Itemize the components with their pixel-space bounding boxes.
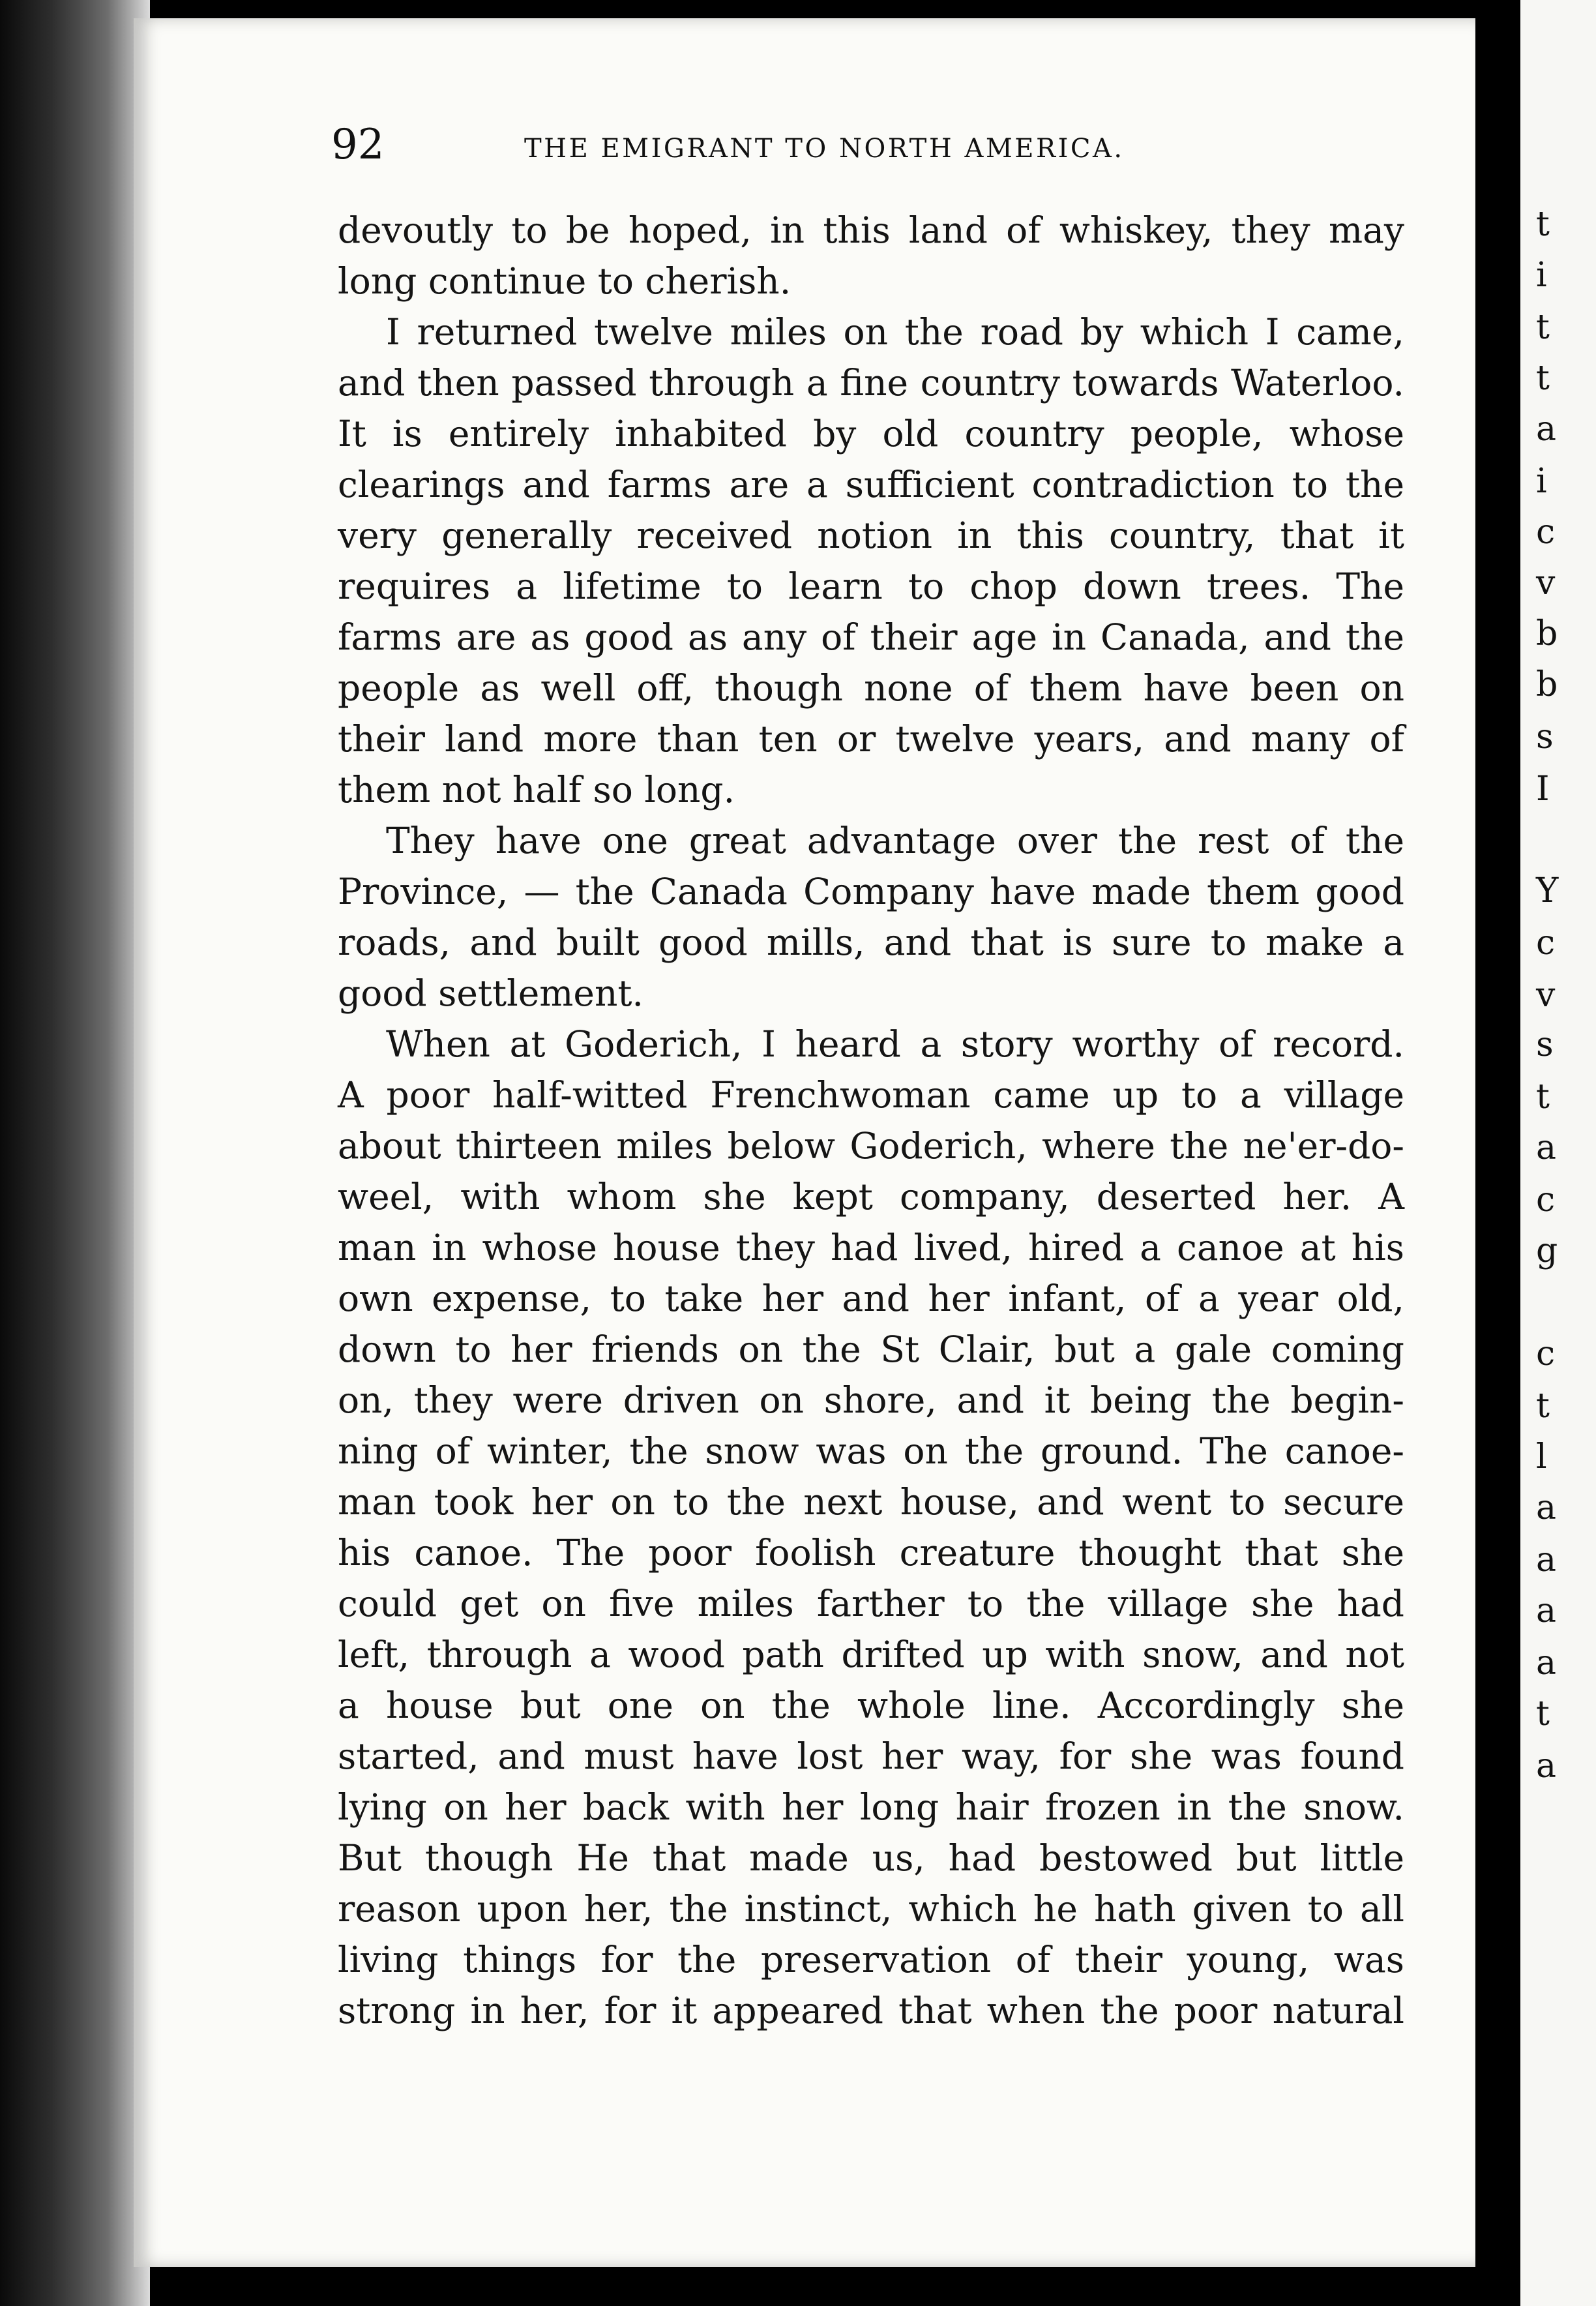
text-line: reason upon her, the instinct, which he hath given to all <box>338 1888 1404 1930</box>
facing-page-letter: s <box>1536 1025 1554 1064</box>
facing-page-letter: b <box>1536 665 1558 704</box>
facing-page-letter: a <box>1536 1591 1557 1630</box>
facing-page-letter: c <box>1536 923 1556 963</box>
facing-page-letter: l <box>1536 1437 1547 1476</box>
facing-page-letter: Y <box>1536 871 1559 910</box>
text-line: long continue to cherish. <box>338 260 791 302</box>
text-line: When at Goderich, I heard a story worthy of record. <box>386 1023 1404 1065</box>
facing-page-letter: a <box>1536 1643 1557 1683</box>
facing-page-letter: v <box>1536 976 1556 1015</box>
text-line: on, they were driven on shore, and it being the begin- <box>338 1379 1404 1421</box>
facing-page-letter: t <box>1536 359 1550 398</box>
facing-page-letter: c <box>1536 1334 1556 1373</box>
facing-page-letter: c <box>1536 513 1556 552</box>
text-line: man in whose house they had lived, hired a canoe at his <box>338 1227 1404 1268</box>
text-line: about thirteen miles below Goderich, where the ne'er-do- <box>338 1125 1404 1167</box>
text-line: weel, with whom she kept company, deserted her. A <box>338 1176 1404 1218</box>
text-line: ning of winter, the snow was on the ground. The canoe- <box>338 1430 1404 1472</box>
facing-page-letter: g <box>1536 1231 1558 1270</box>
text-line: and then passed through a fine country towards Waterloo. <box>338 362 1404 404</box>
text-line: a house but one on the whole line. Accordingly she <box>338 1685 1404 1726</box>
text-line: A poor half-witted Frenchwoman came up to a village <box>338 1074 1404 1116</box>
text-line: living things for the preservation of their young, was <box>338 1939 1404 1981</box>
facing-page-letter: c <box>1536 1180 1556 1220</box>
text-line: very generally received notion in this country, that it <box>338 515 1404 556</box>
facing-page-letter: i <box>1536 256 1547 295</box>
text-line: requires a lifetime to learn to chop down trees. The <box>338 565 1404 607</box>
page-number: 92 <box>331 121 385 169</box>
facing-page-letter: t <box>1536 1077 1550 1116</box>
text-line: farms are as good as any of their age in Canada, and the <box>338 616 1404 658</box>
text-line: They have one great advantage over the rest of the <box>386 820 1404 861</box>
facing-page-letter: b <box>1536 614 1558 653</box>
facing-page-letter: a <box>1536 410 1557 449</box>
text-line: roads, and built good mills, and that is sure to make a <box>338 921 1404 963</box>
text-line: people as well off, though none of them have been on <box>338 667 1404 709</box>
facing-page-letter: i <box>1536 462 1547 501</box>
text-line: It is entirely inhabited by old country people, whose <box>338 413 1404 455</box>
text-line: lying on her back with her long hair frozen in the snow. <box>338 1786 1404 1828</box>
facing-page-letter: s <box>1536 717 1554 756</box>
text-line: own expense, to take her and her infant, of a year old, <box>338 1278 1404 1319</box>
facing-page-letter: a <box>1536 1488 1557 1527</box>
text-line: his canoe. The poor foolish creature thought that she <box>338 1532 1404 1574</box>
facing-page-letter: t <box>1536 205 1550 244</box>
text-line: strong in her, for it appeared that when the poor natural <box>338 1990 1404 2031</box>
text-line: Province, — the Canada Company have made them good <box>338 871 1404 912</box>
facing-page-letter: t <box>1536 308 1550 347</box>
text-line: But though He that made us, had bestowed but little <box>338 1837 1404 1879</box>
facing-page-letter: a <box>1536 1746 1557 1786</box>
text-line: their land more than ten or twelve years, and many of <box>338 718 1404 760</box>
facing-page-letter: t <box>1536 1386 1550 1426</box>
text-line: good settlement. <box>338 972 643 1014</box>
facing-page-letter: a <box>1536 1128 1557 1167</box>
text-line: I returned twelve miles on the road by which I came, <box>386 311 1404 353</box>
text-line: clearings and farms are a sufficient contradiction to the <box>338 464 1404 505</box>
facing-page-letter: t <box>1536 1694 1550 1733</box>
text-line: them not half so long. <box>338 769 735 811</box>
text-line: could get on five miles farther to the village she had <box>338 1583 1404 1625</box>
facing-page-letter: a <box>1536 1540 1557 1580</box>
text-line: man took her on to the next house, and went to secure <box>338 1481 1404 1523</box>
page-header <box>331 119 1413 171</box>
book-binding-gutter <box>0 0 150 2306</box>
text-line: devoutly to be hoped, in this land of whiskey, they may <box>338 209 1404 251</box>
facing-page-edge <box>1500 0 1596 2306</box>
text-line: down to her friends on the St Clair, but a gale coming <box>338 1328 1404 1370</box>
running-title: THE EMIGRANT TO NORTH AMERICA. <box>524 134 1125 164</box>
facing-page-letter: I <box>1536 770 1550 809</box>
text-line: left, through a wood path drifted up with snow, and not <box>338 1634 1404 1675</box>
text-line: started, and must have lost her way, for she was found <box>338 1735 1404 1777</box>
facing-page-letter: v <box>1536 563 1556 603</box>
